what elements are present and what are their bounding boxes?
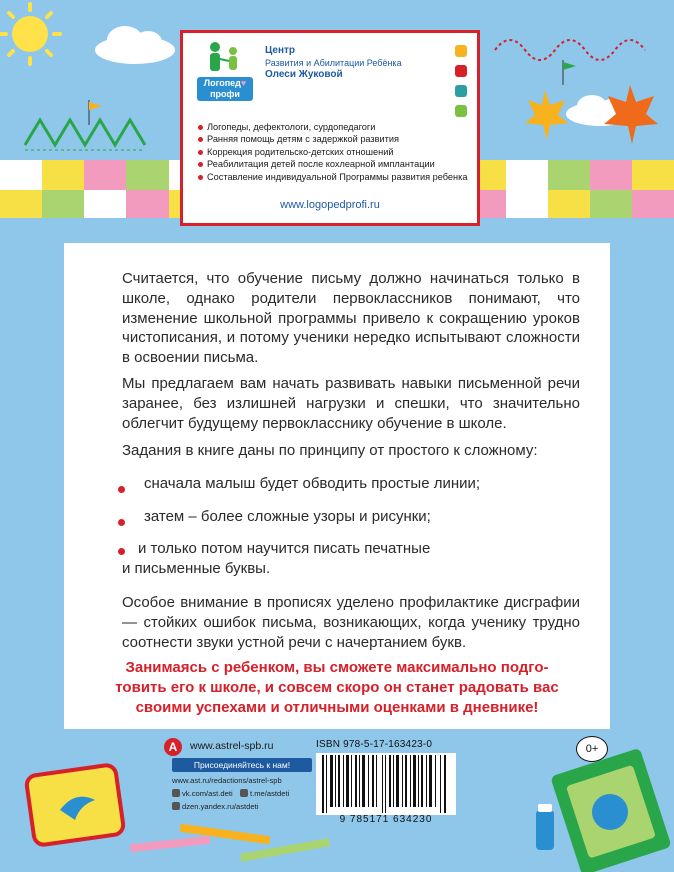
heart-icon <box>455 85 467 97</box>
heart-icon <box>455 65 467 77</box>
dzen-icon <box>172 802 180 810</box>
logopedprofi-logo <box>197 41 253 101</box>
join-us-badge: Присоединяйтесь к нам! <box>172 758 312 772</box>
logopedprofi-site-link[interactable]: www.logopedprofi.ru <box>280 199 380 211</box>
closing-line-3: своими успехами и отличными оценками в дневнике! <box>135 699 539 716</box>
vk-link-text: vk.com/ast.deti <box>182 789 233 798</box>
main-text-panel <box>64 243 610 729</box>
publisher-site-link[interactable]: www.astrel-spb.ru <box>190 740 274 752</box>
info-card <box>180 30 480 226</box>
service-item: Ранняя помощь детям с задержкой развития <box>197 133 469 145</box>
service-item: Коррекция родительско-детских отношений <box>197 146 469 158</box>
family-icon <box>197 41 253 77</box>
heart-icon <box>455 105 467 117</box>
age-rating-badge: 0+ <box>576 736 608 762</box>
wave-pattern <box>490 25 670 70</box>
barcode-icon <box>316 753 456 815</box>
center-title-line-2: Развития и Абилитации Ребёнка <box>265 58 402 68</box>
flag-icon <box>560 60 580 85</box>
service-list <box>197 121 469 183</box>
bullet-item-3-line-2: и письменные буквы. <box>122 560 271 577</box>
redactions-link[interactable]: www.ast.ru/redactions/astrel-spb <box>172 776 282 785</box>
isbn-text: ISBN 978-5-17-163423-0 <box>316 739 433 750</box>
closing-highlight <box>64 658 610 718</box>
dzen-link-text: dzen.yandex.ru/astdeti <box>182 802 259 811</box>
barcode-number: 9 785171 634230 <box>339 814 433 825</box>
maple-leaf-icon <box>600 80 660 150</box>
service-item: Логопеды, дефектологи, сурдопедагоги <box>197 121 469 133</box>
paragraph-4: Особое внимание в прописях уделено профилактике дисграфии — стойких ошибок письма, возникающих, когда ученику трудно соотнести звуки устной речи с начертанием букв. <box>122 594 580 651</box>
service-item: Реабилитация детей после кохлеарной имплантации <box>197 158 469 170</box>
bullet-dot-icon <box>118 548 125 555</box>
telegram-link-text: t.me/astdeti <box>250 789 290 798</box>
bullet-dot-icon <box>118 519 125 526</box>
center-title-line-1: Центр <box>265 45 296 56</box>
pencils-icon <box>120 810 350 870</box>
bullet-item-1: сначала малыш будет обводить простые линии; <box>144 475 481 492</box>
telegram-link[interactable] <box>240 789 289 798</box>
maple-leaf-icon <box>520 85 570 145</box>
paragraph-3: Задания в книге даны по принципу от простого к сложному: <box>122 442 538 459</box>
logo-text: Логопед♥ профи <box>197 77 253 101</box>
logo-line-2: профи <box>210 89 240 99</box>
service-item: Составление индивидуальной Программы развития ребенка <box>197 171 469 183</box>
telegram-icon <box>240 789 248 797</box>
heart-icon <box>455 45 467 57</box>
center-title <box>265 45 465 81</box>
vk-link[interactable] <box>172 789 233 798</box>
bullet-dot-icon <box>118 486 125 493</box>
closing-line-1: Занимаясь с ребенком, вы сможете максимально подго- <box>125 659 549 676</box>
logo-line-1: Логопед <box>203 78 241 88</box>
bullet-item-2: затем – более сложные узоры и рисунки; <box>144 508 431 525</box>
center-title-line-3: Олеси Жуковой <box>265 69 343 80</box>
book-icon <box>550 740 674 872</box>
closing-line-2: товить его к школе, и совсем скоро он станет радовать вас <box>115 679 559 696</box>
bullet-item-3-line-1: и только потом научится писать печатные <box>138 540 431 557</box>
flag-icon <box>86 100 106 125</box>
cloud-icon <box>90 20 180 70</box>
sun-icon <box>0 0 90 90</box>
glue-stick-icon <box>530 800 560 860</box>
astrel-logo-icon: А <box>164 738 182 756</box>
paragraph-2: Мы предлагаем вам начать развивать навыки письменной речи заранее, без излишней нагрузки и спешки, что значительно облегчит будущему первокласснику обучение в школе. <box>122 375 580 432</box>
paragraph-1: Считается, что обучение письму должно начинаться только в школе, однако родители первоклассников понимают, что изменение школьной программы привело к сокращению уроков чистописания, и потому ученики нередко испытывают сложности в освоении письма. <box>122 270 580 367</box>
vk-icon <box>172 789 180 797</box>
